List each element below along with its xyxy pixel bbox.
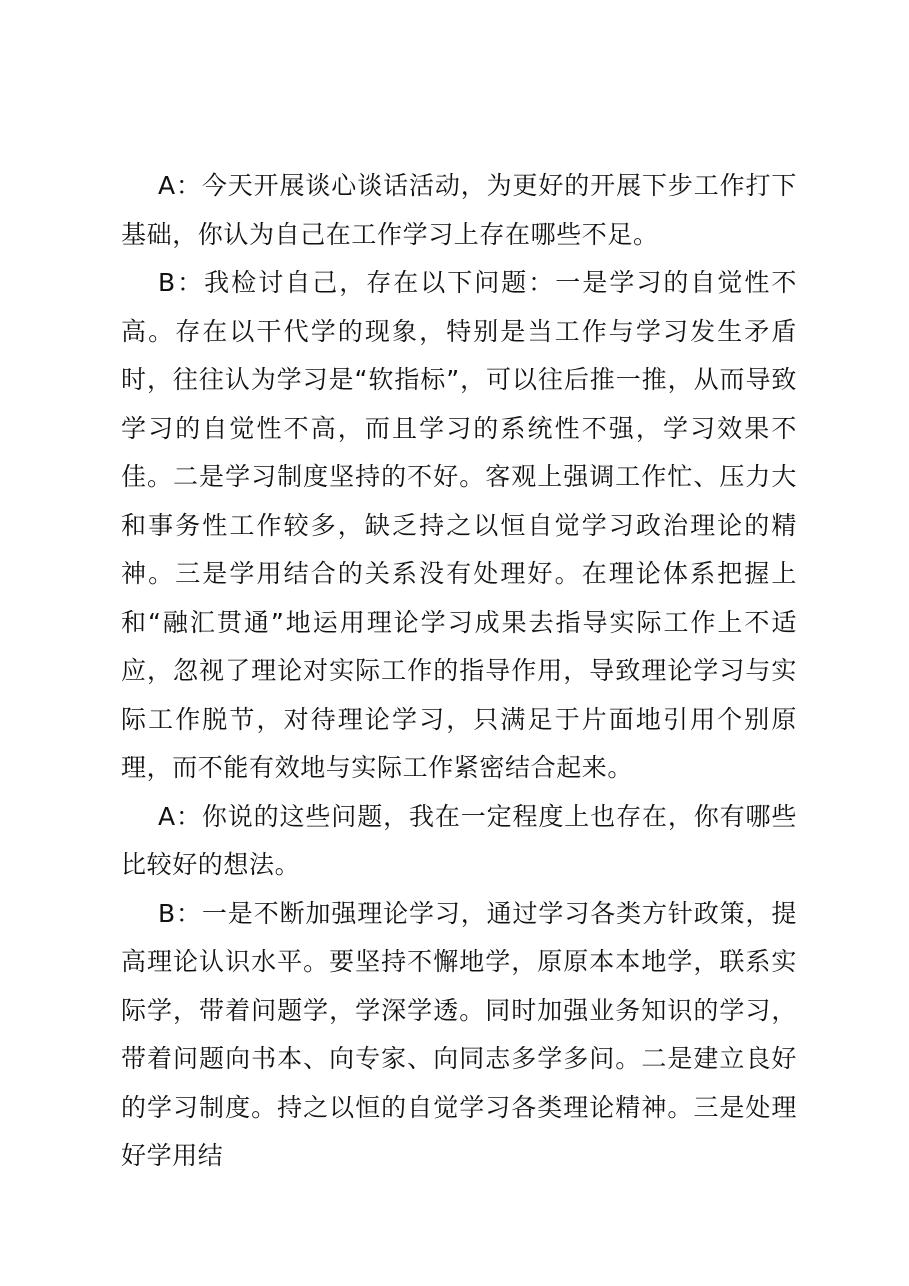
paragraph-a-followup: A：你说的这些问题，我在一定程度上也存在，你有哪些比较好的想法。 xyxy=(121,801,797,879)
paragraph-a-question: A：今天开展谈心谈话活动，为更好的开展下步工作打下基础，你认为自己在工作学习上存在哪些不足。 xyxy=(121,171,797,249)
paragraph-b-self-review: B：我检讨自己，存在以下问题：一是学习的自觉性不高。存在以干代学的现象，特别是当工作与学习发生矛盾时，往往认为学习是“软指标”，可以往后推一推，从而导致学习的自觉性不高，而且学习的系统性不强，学习效果不佳。二是学习制度坚持的不好。客观上强调工作忙、压力大和事务性工作较多，缺乏持之以恒自觉学习政治理论的精神。三是学用结合的关系没有处理好。在理论体系把握上和“融汇贯通”地运用理论学习成果去指导实际工作上不适应，忽视了理论对实际工作的指导作用，导致理论学习与实际工作脱节，对待理论学习，只满足于片面地引用个别原理，而不能有效地与实际工作紧密结合起来。 xyxy=(121,268,797,782)
document-body xyxy=(121,162,797,1181)
paragraph-b-improvements: B：一是不断加强理论学习，通过学习各类方针政策，提高理论认识水平。要坚持不懈地学，原原本本地学，联系实际学，带着问题学，学深学透。同时加强业务知识的学习，带着问题向书本、向专家、向同志多学多问。二是建立良好的学习制度。持之以恒的自觉学习各类理论精神。三是处理好学用结 xyxy=(121,898,797,1170)
